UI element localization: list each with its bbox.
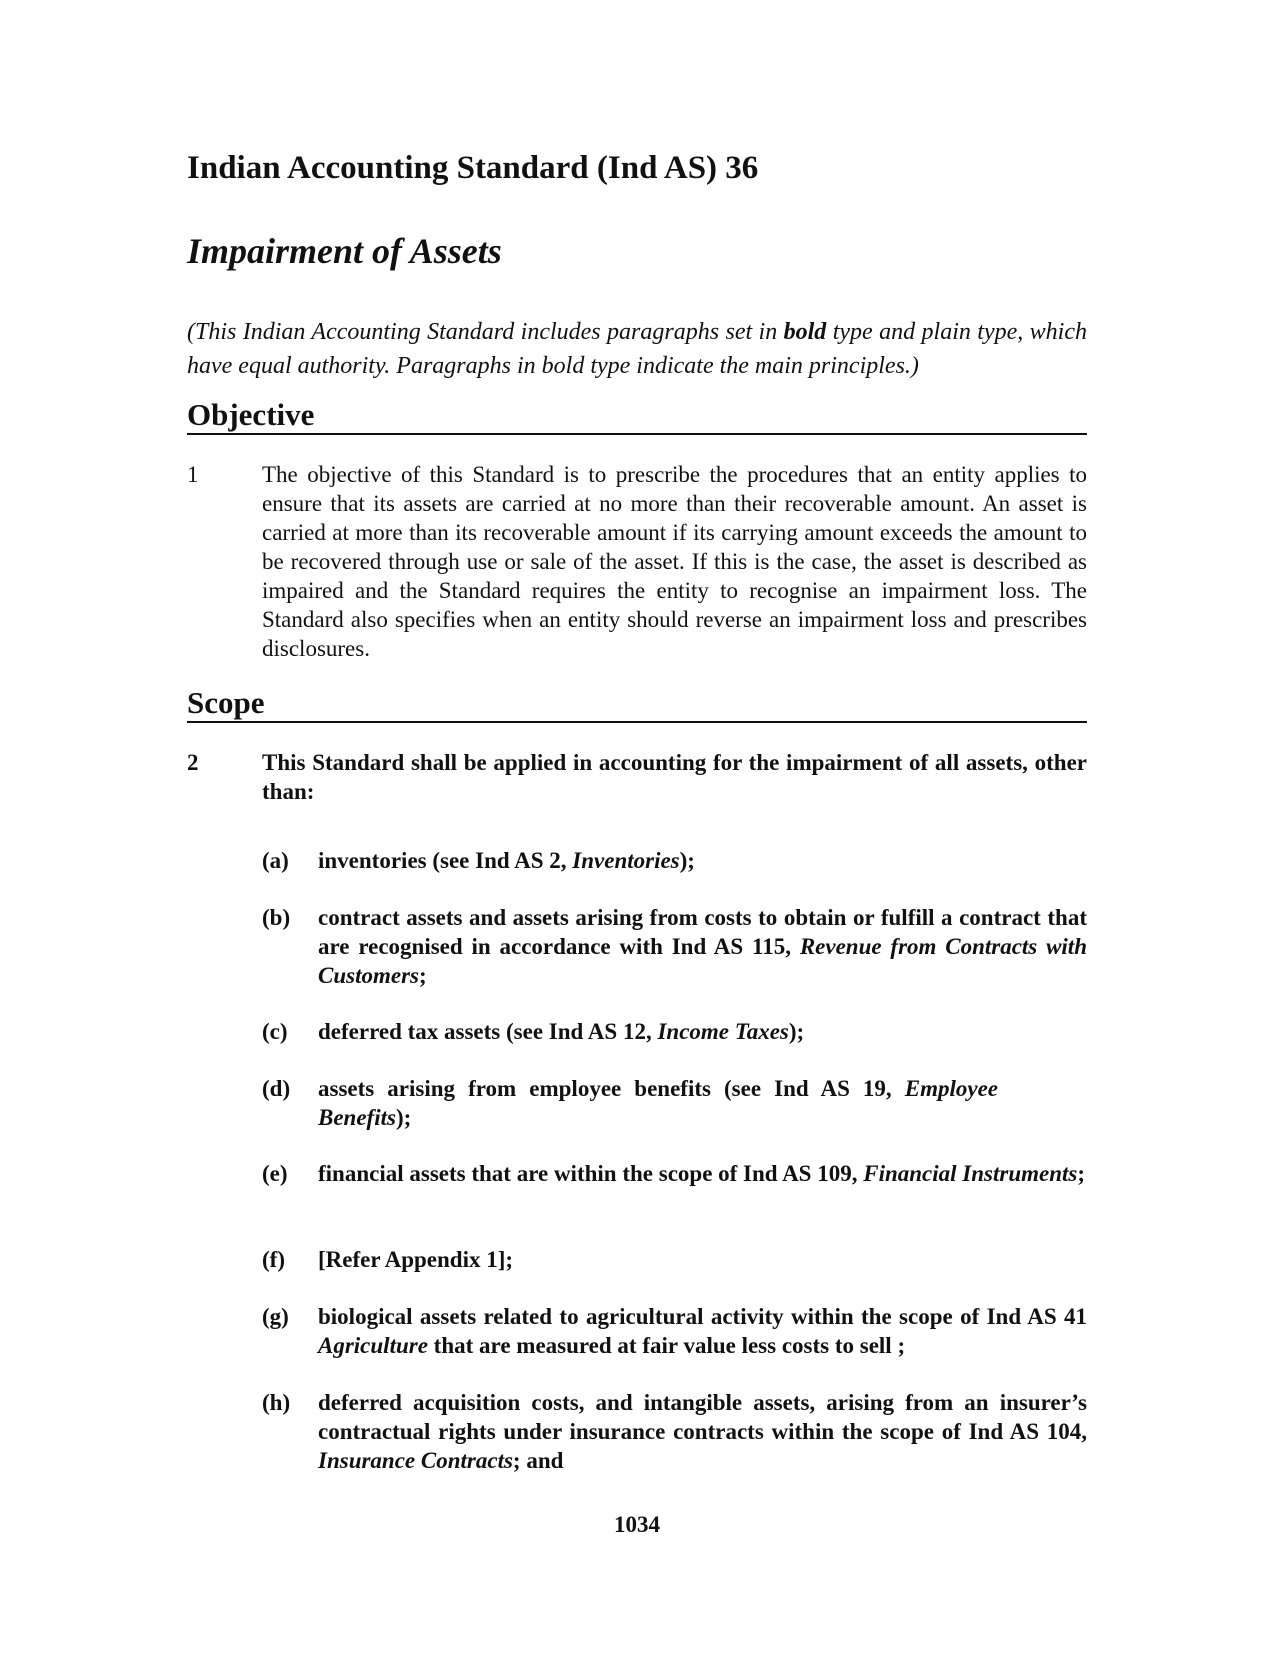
paragraph-number: 2 [187, 750, 199, 775]
item-text [318, 1302, 1087, 1360]
objective-heading: Objective [187, 397, 1087, 435]
item-text-italic: Inventories [572, 848, 680, 873]
scope-item-c [262, 1017, 1087, 1046]
item-text [318, 1159, 1087, 1188]
scope-item-g [262, 1302, 1087, 1360]
item-text-italic: Employee Benefits [318, 1076, 998, 1130]
item-text-end: ; and [512, 1448, 564, 1473]
intro-note [187, 315, 1087, 383]
item-text [318, 1245, 1087, 1274]
item-text-end: ); [395, 1105, 412, 1130]
item-text-plain: assets arising from employee benefits (see Ind AS 19, [318, 1076, 905, 1101]
item-text [318, 1388, 1087, 1475]
page-number: 1034 [614, 1512, 660, 1537]
item-text-end: ); [679, 848, 695, 873]
item-text [318, 1017, 1087, 1046]
item-label: (h) [262, 1390, 291, 1415]
scope-item-h [262, 1388, 1087, 1475]
item-label: (g) [262, 1304, 289, 1329]
paragraph-text: The objective of this Standard is to prescribe the procedures that an entity applies to ensure that its assets are carried at no more than their recoverable amount. An asset is carried at more than its recoverable amount if its carrying amount exceeds the amount to be recovered through use or sale of the asset. If this is the case, the asset is described as impaired and the Standard requires the entity to recognise an impairment loss. The Standard also specifies when an entity should reverse an impairment loss and prescribes disclosures. [262, 462, 1087, 661]
item-label: (e) [262, 1161, 288, 1186]
paragraph-text: This Standard shall be applied in accounting for the impairment of all assets, other than: [262, 750, 1087, 804]
standard-title: Indian Accounting Standard (Ind AS) 36 [187, 150, 759, 186]
scope-item-a [262, 846, 1087, 875]
scope-item-b [262, 903, 1087, 990]
scope-item-d [262, 1074, 1087, 1132]
intro-text-before: (This Indian Accounting Standard includes paragraphs set in [187, 319, 784, 345]
item-label: (f) [262, 1247, 285, 1272]
item-text-end: that are measured at fair value less costs to sell ; [427, 1333, 906, 1358]
scope-item-e [262, 1159, 1087, 1188]
intro-bold-word: bold [783, 319, 827, 345]
item-text-end: ; [418, 963, 427, 988]
item-text-plain: financial assets that are within the scope of Ind AS 109, [318, 1161, 864, 1186]
item-text [318, 1074, 998, 1132]
item-text-plain: contract assets and assets arising from costs to obtain or fulfill a contract that are recognised in accordance with Ind AS 115, [318, 905, 1087, 959]
item-label: (b) [262, 905, 291, 930]
intro-text-after: type and plain type, which have equal authority. Paragraphs in bold type indicate the main principles.) [187, 319, 1087, 379]
paragraph-number: 1 [187, 462, 199, 487]
item-text [318, 846, 1087, 875]
item-text-plain: [Refer Appendix 1]; [318, 1247, 514, 1272]
objective-paragraph [187, 460, 1087, 663]
item-text-italic: Agriculture [318, 1333, 428, 1358]
item-label: (c) [262, 1019, 288, 1044]
standard-subtitle: Impairment of Assets [187, 231, 502, 271]
item-label: (a) [262, 848, 289, 873]
item-text-plain: inventories (see Ind AS 2, [318, 848, 573, 873]
scope-item-f [262, 1245, 1087, 1274]
item-text-italic: Financial Instruments [863, 1161, 1078, 1186]
item-text [318, 903, 1087, 990]
item-text-italic: Revenue from Contracts with Customers [318, 934, 1087, 988]
item-text-end: ); [788, 1019, 805, 1044]
item-text-italic: Insurance Contracts [318, 1448, 513, 1473]
item-label: (d) [262, 1076, 291, 1101]
item-text-plain: biological assets related to agricultural activity within the scope of Ind AS 41 [318, 1304, 1087, 1329]
scope-paragraph [187, 748, 1087, 806]
item-text-plain: deferred tax assets (see Ind AS 12, [318, 1019, 658, 1044]
scope-heading: Scope [187, 685, 1087, 723]
item-text-end: ; [1077, 1161, 1086, 1186]
item-text-plain: deferred acquisition costs, and intangible assets, arising from an insurer’s contractual rights under insurance contracts within the scope of Ind AS 104, [318, 1390, 1087, 1444]
item-text-italic: Income Taxes [657, 1019, 789, 1044]
